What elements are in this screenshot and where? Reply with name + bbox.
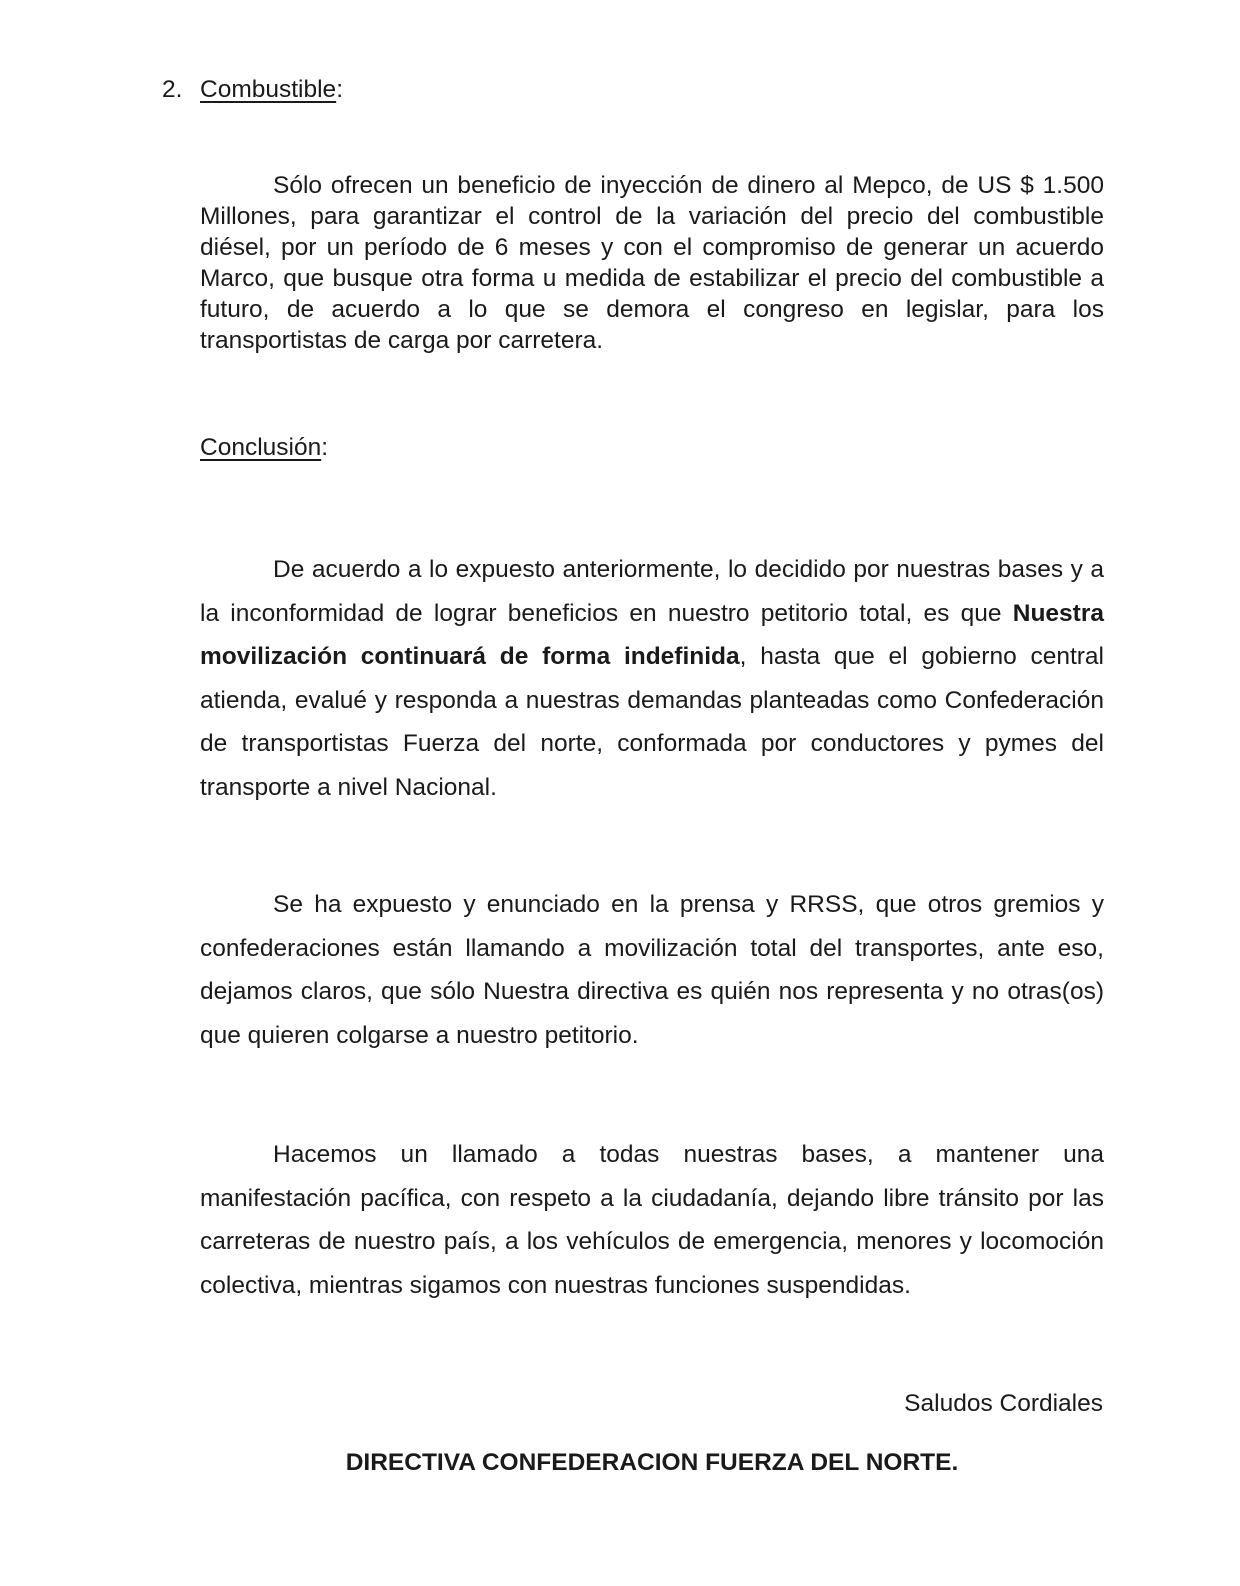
paragraph-combustible: Sólo ofrecen un beneficio de inyección de dinero al Mepco, de US $ 1.500 Millones, para garantizar el control de la variación del precio del combustible diésel, por un período de 6 meses y con el compromiso de generar un acuerdo Marco, que busque otra forma u medida de estabilizar el precio del combustible a futuro, de acuerdo a lo que se demora el congreso en legislar, para los transportistas de carga por carretera. [200,172,1104,354]
paragraph-text: De acuerdo a lo expuesto anteriormente, lo decidido por nuestras bases y a la inconformidad de lograr beneficios en nuestro petitorio total, es que [200,556,1104,627]
list-number: 2. [162,76,183,103]
paragraph-conclusion-2: Se ha expuesto y enunciado en la prensa y RRSS, que otros gremios y confederaciones están llamando a movilización total del transportes, ante eso, dejamos claros, que sólo Nuestra directiva es quién nos representa y no otras(os) que quieren colgarse a nuestro petitorio. [200,891,1104,1049]
signature: DIRECTIVA CONFEDERACION FUERZA DEL NORTE. [345,1449,959,1476]
section-title-combustible: Combustible [200,76,337,103]
paragraph-conclusion-1 [200,548,1104,809]
section-title-conclusion: Conclusión [200,434,322,461]
emphasis-text: Nuestra movilización continuará de forma indefinida [200,599,1104,670]
paragraph-text: , hasta que el gobierno central atienda, evalué y responda a nuestras demandas planteadas como Confederación de transportistas Fuerza del norte, conformada por conductores y pymes del transporte a nivel Nacional. [200,643,1105,801]
title-colon: : [321,434,329,461]
section-heading-conclusion [200,432,328,464]
paragraph-conclusion-3: Hacemos un llamado a todas nuestras bases, a mantener una manifestación pacífica, con respeto a la ciudadanía, dejando libre tránsito por las carreteras de nuestro país, a los vehículos de emergencia, menores y locomoción colectiva, mientras sigamos con nuestras funciones suspendidas. [200,1141,1104,1299]
closing-salutation: Saludos Cordiales [904,1390,1103,1417]
title-colon: : [336,76,343,103]
section-heading-combustible [162,74,343,106]
